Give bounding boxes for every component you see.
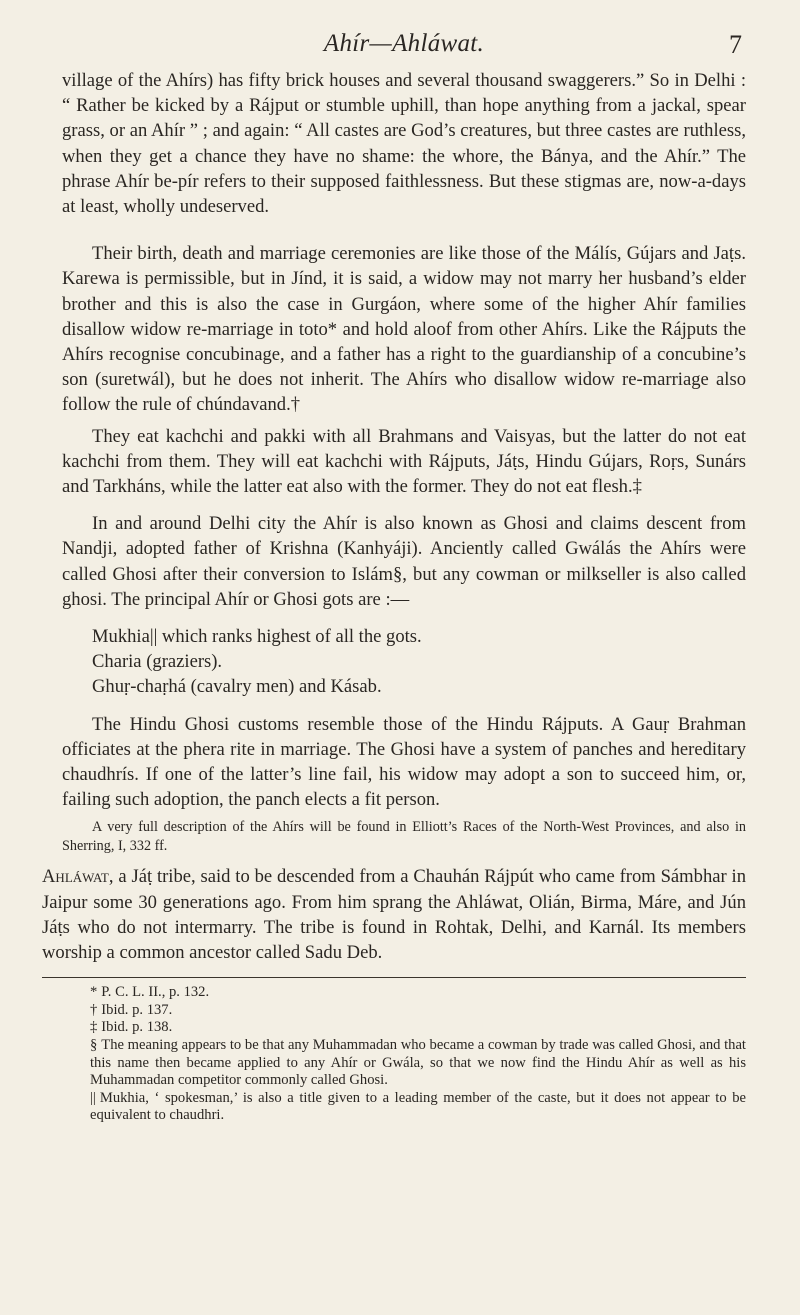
entry-headword: Ahláwat [42,866,109,888]
running-title: Ahír—Ahláwat. [323,30,485,57]
paragraph-3: They eat kachchi and pakki with all Brahmans and Vaisyas, but the latter do not eat kachchi from them. They will eat kachchi with Rájputs, Jáṭs, Hindu Gújars, Roṛs, Sunárs and Tarkháns, while the latter eat also with the former. They do not eat flesh.‡ [62,425,746,498]
got-item-charia: Charia (graziers). [92,651,223,673]
footnote-5 [62,1090,746,1125]
footnote-2 [62,1002,746,1020]
footnote-1 [62,984,746,1002]
footnotes [62,984,746,1125]
page-header [62,28,746,68]
footnote-marker: § [90,1037,98,1054]
got-item-mukhia: Mukhia|| which ranks highest of all the gots. [92,626,422,648]
book-page [42,28,746,1125]
footnote-marker: || [90,1089,96,1106]
footnote-marker: † [90,1001,98,1018]
paragraph-5: The Hindu Ghosi customs resemble those of the Hindu Rájputs. A Gauṛ Brahman officiates at the phera rite in marriage. The Ghosi have a system of panches and hereditary chaudhrís. If one of the latter’s line fail, his widow may adopt a son to succeed him, or, failing such adoption, the panch elects a fit person. [62,713,746,811]
page-number: 7 [729,30,742,59]
entry-text: , a Jáṭ tribe, said to be descended from a Chauhán Rájpút who came from Sámbhar in Jaipur some 30 generations ago. From him sprang the Ahláwat, Olián, Birma, Máre, and Jún Jáṭs who do not intermarry. The tribe is found in Rohtak, Delhi, and Karnál. Its members worship a common ancestor called Sadu Deb. [42,866,746,964]
footnote-text: The meaning appears to be that any Muhammadan who became a cowman by trade was called Ghosi, and that this name then became applied to any Ahír or Gwála, so that we now find the Hindu Ahír as well as his Muhammadan competitor commonly called Ghosi. [90,1037,746,1089]
footnote-text: Mukhia, ‘ spokesman,’ is also a title given to a leading member of the caste, but it does not appear to be equivalent to chaudhri. [90,1089,746,1124]
footnote-marker: * [90,984,98,1001]
footnote-text: Ibid. p. 137. [101,1001,173,1018]
footnote-4 [62,1037,746,1090]
paragraph-1: village of the Ahírs) has fifty brick houses and several thousand swaggerers.” So in Delhi : “ Rather be kicked by a Rájput or stumble uphill, than hope anything from a jackal, spear grass, or an Ahír ” ; and again: “ All castes are God’s creatures, but three castes are ruthless, when they get a chance they have no shame: the whore, the Bánya, and the Ahír.” The phrase Ahír be-pír refers to their supposed faithlessness. But these stigmas are, now-a-days at least, wholly undeserved. [62,70,746,218]
body-text [42,68,746,965]
footnote-3 [62,1019,746,1037]
paragraph-2: Their birth, death and marriage ceremonies are like those of the Málís, Gújars and Jaṭs. Karewa is permissible, but in Jínd, it is said, a widow may not marry her husband’s elder brother and this is also the case in Gurgáon, where some of the higher Ahír families disallow widow re-marriage in toto* and hold aloof from other Ahírs. Like the Rájputs the Ahírs recognise concubinage, and a father has a right to the guardianship of a concubine’s son (suretwál), but he does not inherit. The Ahírs who disallow widow re-marriage also follow the rule of chúndavand.† [62,243,746,416]
footnote-divider [42,977,746,978]
elliott-note: A very full description of the Ahírs will be found in Elliott’s Races of the North-West Provinces, and also in Sherring, I, 332 ff. [62,819,746,855]
got-item-ghur-charha: Ghuṛ-chaṛhá (cavalry men) and Kásab. [92,676,382,698]
footnote-marker: ‡ [90,1019,98,1036]
ahlawat-entry [42,864,746,965]
gots-list [62,624,746,700]
paragraph-4: In and around Delhi city the Ahír is also known as Ghosi and claims descent from Nandji, adopted father of Krishna (Kanhyáji). Anciently called Gwálás the Ahírs were called Ghosi after their conversion to Islám§, but any cowman or milkseller is also called ghosi. The principal Ahír or Ghosi gots are :— [62,513,746,610]
footnote-text: Ibid. p. 138. [101,1019,173,1036]
footnote-text: P. C. L. II., p. 132. [101,984,210,1001]
